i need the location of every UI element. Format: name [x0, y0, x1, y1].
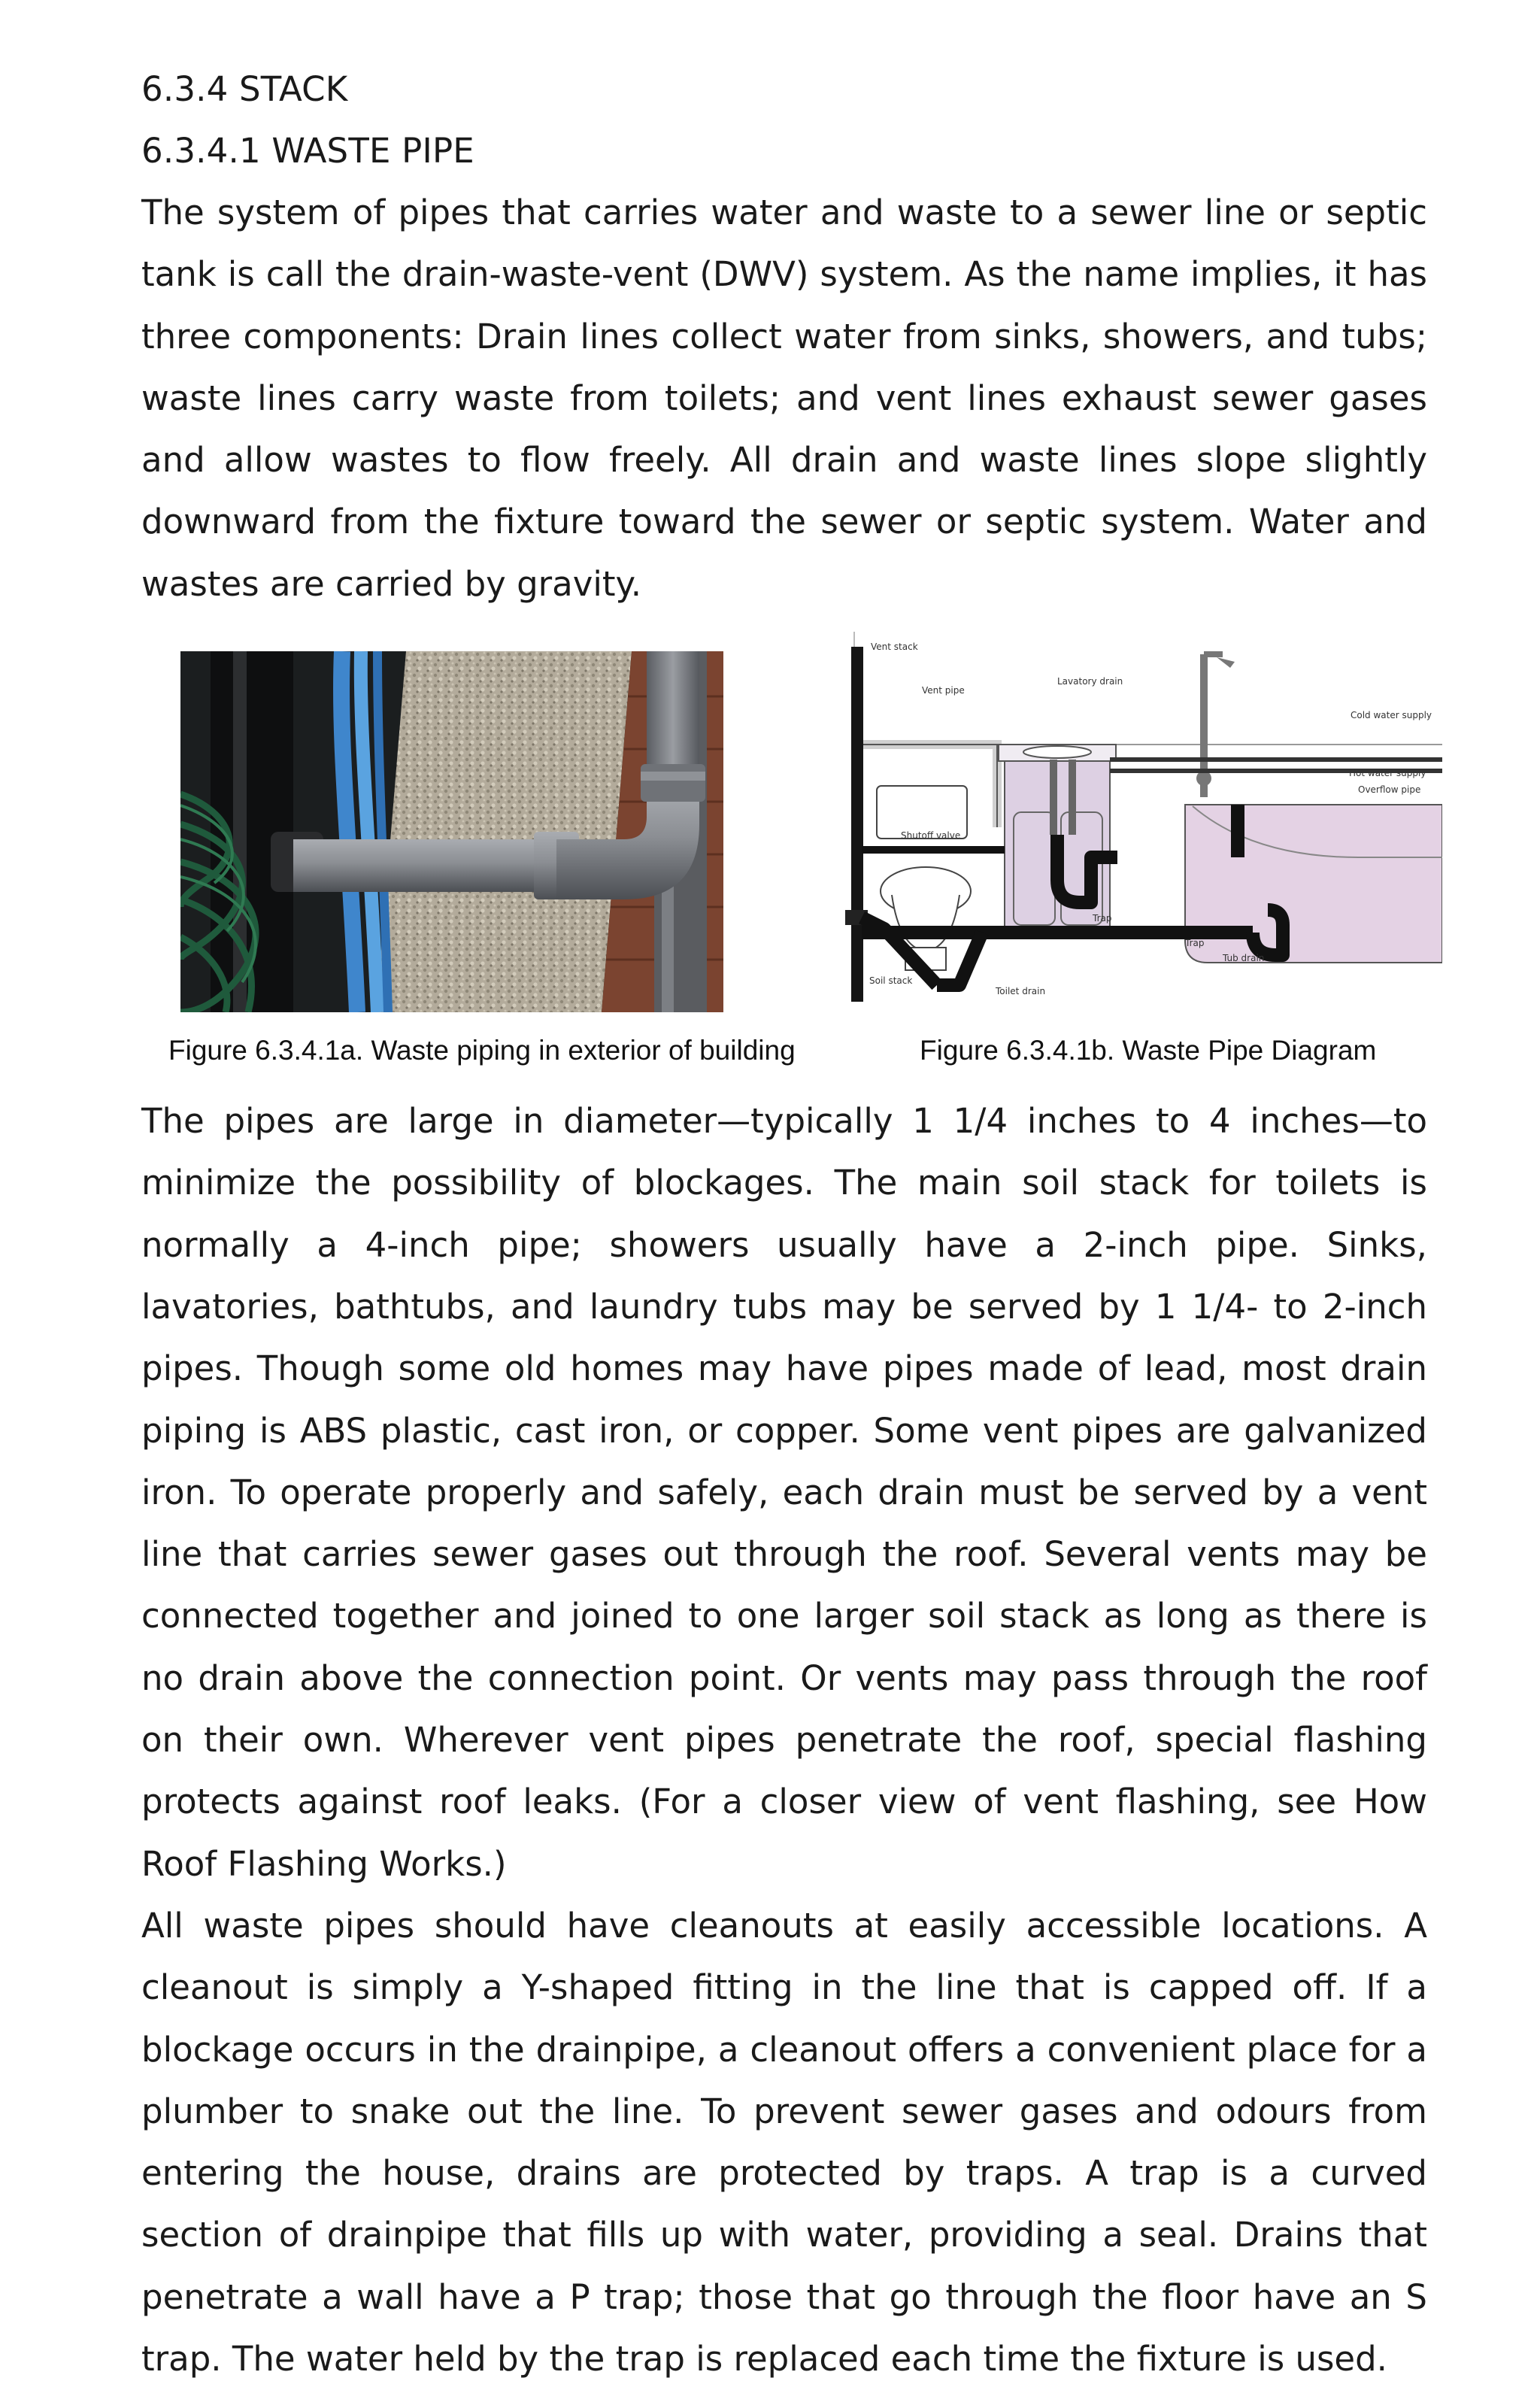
diagram-label-trap-sink: Trap: [1093, 913, 1112, 924]
diagram-label-vent-stack: Vent stack: [871, 641, 918, 653]
section-heading: 6.3.4 STACK: [141, 69, 348, 109]
waste-piping-photo: [180, 651, 723, 1012]
diagram-label-vent-pipe: Vent pipe: [922, 685, 965, 696]
waste-pipe-diagram: [832, 632, 1442, 1002]
subsection-heading: 6.3.4.1 WASTE PIPE: [141, 131, 474, 171]
diagram-label-lavatory-drain: Lavatory drain: [1057, 676, 1123, 687]
cleanouts-paragraph: All waste pipes should have cleanouts at easily accessible locations. A cleanout is simply a Y-shaped fitting in the line that is capped off. If a blockage occurs in the drainpipe, a cleanout offers a convenient place for a plumber to snake out the line. To prevent sewer gases and odours from entering the house, drains are protected by traps. A trap is a curved section of drainpipe that fills up with water, providing a seal. Drains that penetrate a wall have a P trap; those that go through the floor have an S trap. The water held by the trap is replaced each time the fixture is used.: [141, 1905, 1427, 2379]
pipe-sizes-paragraph: The pipes are large in diameter—typically 1 1/4 inches to 4 inches—to minimize the possibility of blockages. The main soil stack for toilets is normally a 4-inch pipe; showers usually have a 2-inch pipe. Sinks, lavatories, bathtubs, and laundry tubs may be served by 1 1/4- to 2-inch pipes. Though some old homes may have pipes made of lead, most drain piping is ABS plastic, cast iron, or copper. Some vent pipes are galvanized iron. To operate properly and safely, each drain must be served by a vent line that carries sewer gases out through the roof. Several vents may be connected together and joined to one larger soil stack as long as there is no drain above the connection point. Or vents may pass through the roof on their own. Wherever vent pipes penetrate the roof, special flashing protects against roof leaks. (For a closer view of vent flashing, see How Roof Flashing Works.): [141, 1101, 1427, 1884]
diagram-label-soil-stack: Soil stack: [869, 975, 913, 987]
figure-b-caption: Figure 6.3.4.1b. Waste Pipe Diagram: [920, 1035, 1377, 1066]
diagram-label-tub-drain: Tub drain: [1223, 953, 1265, 964]
diagram-label-toilet-drain: Toilet drain: [996, 986, 1046, 997]
figure-a-caption: Figure 6.3.4.1a. Waste piping in exterior of building: [168, 1035, 796, 1066]
document-page: [141, 59, 1432, 2390]
figures-row: [141, 632, 1432, 1090]
intro-paragraph: The system of pipes that carries water and waste to a sewer line or septic tank is call the drain-waste-vent (DWV) system. As the name implies, it has three components: Drain lines collect water from sinks, showers, and tubs; waste lines carry waste from toilets; and vent lines exhaust sewer gases and allow wastes to flow freely. All drain and waste lines slope slightly downward from the fixture toward the sewer or septic system. Water and wastes are carried by gravity.: [141, 193, 1427, 604]
diagram-label-shutoff-valve: Shutoff valve: [901, 830, 961, 842]
diagram-label-trap-tub: Trap: [1185, 938, 1205, 949]
diagram-label-overflow-pipe: Overflow pipe: [1358, 784, 1421, 796]
diagram-label-cold-water-supply: Cold water supply: [1351, 710, 1432, 721]
diagram-label-hot-water-supply: Hot water supply: [1349, 768, 1426, 779]
